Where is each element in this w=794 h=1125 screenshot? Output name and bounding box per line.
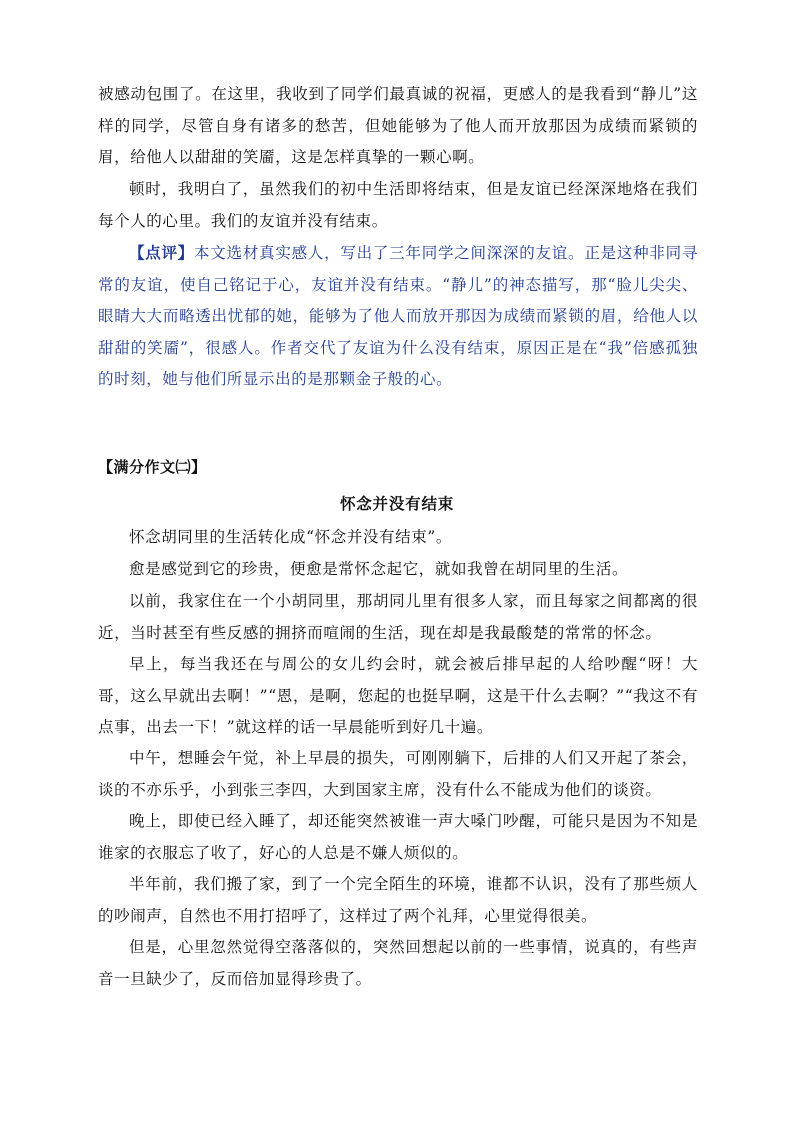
essay-paragraph: 中午，想睡会午觉，补上早晨的损失，可刚刚躺下，后排的人们又开起了茶会，谈的不亦乐乎，小到张三李四，大到国家主席，没有什么不能成为他们的谈资。 <box>98 749 698 799</box>
article1-paragraph: 被感动包围了。在这里，我收到了同学们最真诚的祝福，更感人的是我看到“静儿”这样的同学，尽管自身有诸多的愁苦，但她能够为了他人而开放那因为成绩而紧锁的眉，给他人以甜甜的笑靥，这是怎样真挚的一颗心啊。 <box>98 85 698 166</box>
essay-paragraph: 怀念胡同里的生活转化成“怀念并没有结束”。 <box>129 528 452 546</box>
essay-paragraph: 但是，心里忽然觉得空落落似的，突然回想起以前的一些事情，说真的，有些声音一旦缺少了，反而倍加显得珍贵了。 <box>98 938 698 988</box>
section-label: 【满分作文㈡】 <box>98 458 207 476</box>
essay-paragraph: 晚上，即使已经入睡了，却还能突然被谁一声大嗓门吵醒，可能只是因为不知是谁家的衣服忘了收了，好心的人总是不嫌人烦似的。 <box>98 812 698 862</box>
comment-paragraph <box>98 237 698 396</box>
comment-text: 本文选材真实感人，写出了三年同学之间深深的友谊。正是这种非同寻常的友谊，使自己铭记于心，友谊并没有结束。“静儿”的神态描写，那“脸儿尖尖、眼睛大大而略透出忧郁的她，能够为了他人而放开那因为成绩而紧锁的眉，给他人以甜甜的笑靥”，很感人。作者交代了友谊为什么没有结束，原因正是在“我”倍感孤独的时刻，她与他们所显示出的是那颗金子般的心。 <box>98 244 698 388</box>
article1-paragraph: 顿时，我明白了，虽然我们的初中生活即将结束，但是友谊已经深深地烙在我们每个人的心里。我们的友谊并没有结束。 <box>98 180 698 230</box>
essay-title: 怀念并没有结束 <box>339 495 455 513</box>
essay-paragraph: 早上，每当我还在与周公的女儿约会时，就会被后排早起的人给吵醒“呀！大哥，这么早就出去啊！”“恩，是啊，您起的也挺早啊，这是干什么去啊？”“我这不有点事，出去一下！”就这样的话一早晨能听到好几十遍。 <box>98 655 698 736</box>
essay-paragraph: 以前，我家住在一个小胡同里，那胡同儿里有很多人家，而且每家之间都离的很近，当时甚至有些反感的拥挤而喧闹的生活，现在却是我最酸楚的常常的怀念。 <box>98 592 698 642</box>
essay-paragraph: 半年前，我们搬了家，到了一个完全陌生的环境，谁都不认识，没有了那些烦人的吵闹声，自然也不用打招呼了，这样过了两个礼拜，心里觉得很美。 <box>98 875 698 925</box>
comment-tag: 【点评】 <box>129 243 195 262</box>
essay-paragraph: 愈是感觉到它的珍贵，便愈是常怀念起它，就如我曾在胡同里的生活。 <box>129 560 629 578</box>
